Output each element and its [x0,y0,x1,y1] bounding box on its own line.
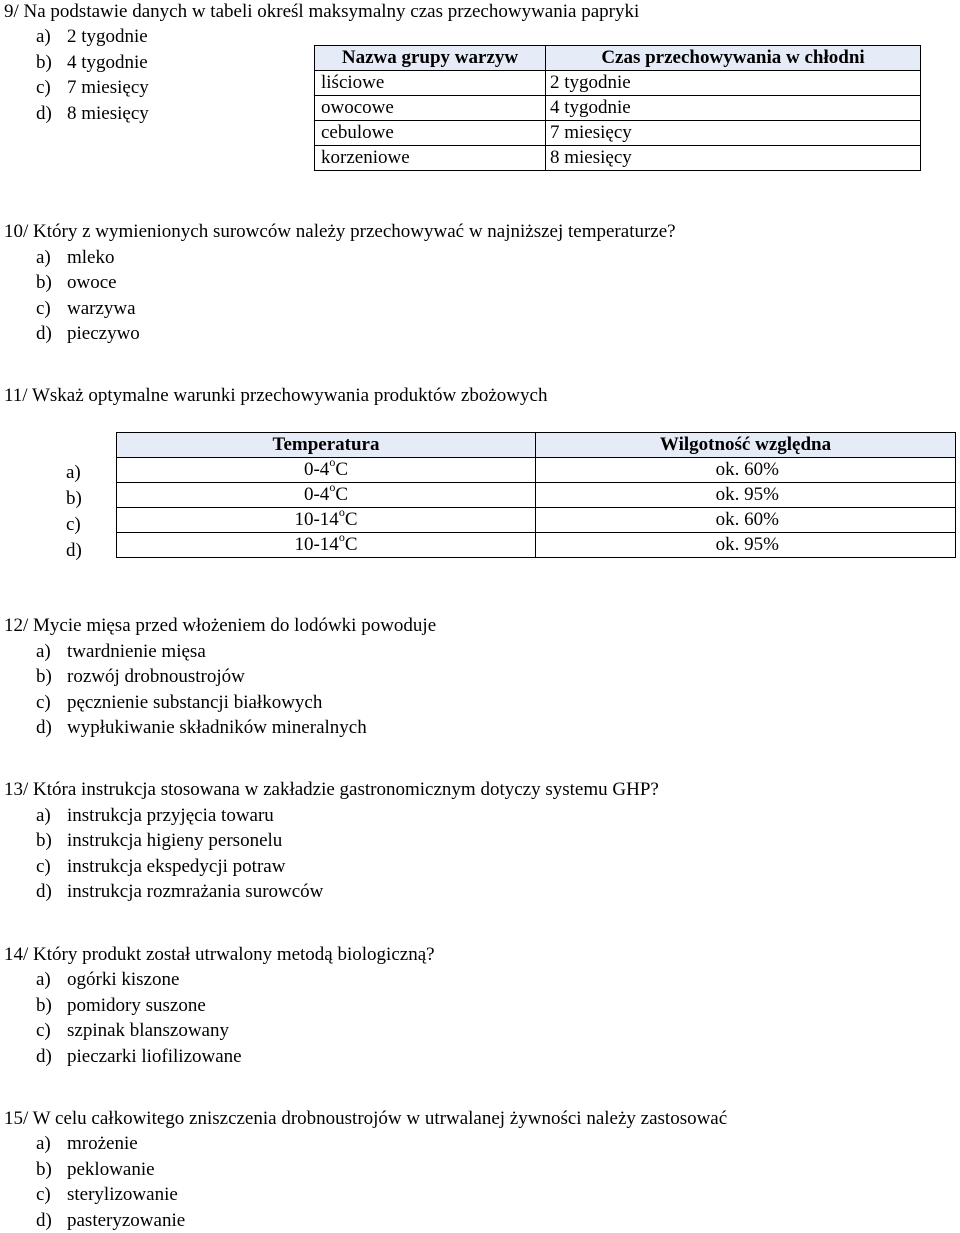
table-cell: 7 miesięcy [546,121,921,146]
option-letter: c) [36,856,51,877]
option-text: twardnienie mięsa [67,641,206,662]
option-letter: a) [36,1133,51,1154]
q13-option-b[interactable] [36,831,282,850]
table-cell: cebulowe [315,121,546,146]
q13-option-a[interactable] [36,806,274,825]
option-letter: b) [36,995,52,1016]
option-text: rozwój drobnoustrojów [67,666,245,687]
q11-row-letter[interactable]: d) [66,540,82,561]
option-letter: d) [36,1046,52,1067]
option-text: mrożenie [67,1133,138,1154]
q13-option-d[interactable] [36,882,323,901]
option-letter: c) [36,77,51,98]
option-letter: d) [36,881,52,902]
q9-option-d[interactable] [36,104,149,123]
option-text: owoce [67,272,117,293]
option-letter: c) [36,692,51,713]
table-header: Temperatura [117,433,536,458]
option-text: pieczarki liofilizowane [67,1046,242,1067]
humidity-cell: ok. 60% [536,458,956,483]
option-text: instrukcja rozmrażania surowców [67,881,324,902]
q14-option-b[interactable] [36,996,206,1015]
option-letter: c) [36,1020,51,1041]
q14-option-a[interactable] [36,970,179,989]
option-letter: d) [36,717,52,738]
option-text: wypłukiwanie składników mineralnych [67,717,367,738]
option-letter: b) [36,830,52,851]
q9-option-b[interactable] [36,53,148,72]
table-cell: liściowe [315,71,546,96]
option-text: 4 tygodnie [67,52,148,73]
option-text: warzywa [67,298,136,319]
option-text: sterylizowanie [67,1184,178,1205]
question-12: 12/ Mycie mięsa przed włożeniem do lodówki powoduje [4,615,437,636]
temperature-cell: 0-4$^o$C [117,458,536,483]
option-text: pomidory suszone [67,995,206,1016]
option-text: pieczywo [67,323,140,344]
table-row [315,96,921,121]
table-row [315,146,921,171]
option-text: instrukcja higieny personelu [67,830,283,851]
q14-option-c[interactable] [36,1021,229,1040]
option-letter: c) [36,298,51,319]
question-9: 9/ Na podstawie danych w tabeli określ maksymalny czas przechowywania papryki [4,1,640,22]
table-row [117,483,956,508]
table-cell: 8 miesięcy [546,146,921,171]
option-letter: b) [36,1159,52,1180]
question-13: 13/ Która instrukcja stosowana w zakładzie gastronomicznym dotyczy systemu GHP? [4,779,659,800]
q10-option-d[interactable] [36,324,140,343]
option-text: 2 tygodnie [67,26,148,47]
q9-option-a[interactable] [36,27,148,46]
q15-option-b[interactable] [36,1160,155,1179]
option-text: 8 miesięcy [67,103,149,124]
option-text: mleko [67,247,115,268]
temperature-cell: 10-14$^o$C [117,533,536,558]
table-cell: 2 tygodnie [546,71,921,96]
q12-option-c[interactable] [36,693,322,712]
option-letter: a) [36,641,51,662]
question-15: 15/ W celu całkowitego zniszczenia drobnoustrojów w utrwalanej żywności należy zastosować [4,1108,728,1129]
humidity-cell: ok. 95% [536,533,956,558]
q11-row-letter[interactable]: c) [66,514,81,535]
option-letter: d) [36,103,52,124]
option-letter: a) [36,247,51,268]
option-letter: b) [36,272,52,293]
option-letter: a) [36,805,51,826]
q15-option-a[interactable] [36,1134,138,1153]
option-text: pęcznienie substancji białkowych [67,692,323,713]
q11-row-letter[interactable]: b) [66,488,82,509]
table-header: Nazwa grupy warzyw [315,46,546,71]
table-row [117,458,956,483]
q10-option-a[interactable] [36,248,115,267]
table-cell: owocowe [315,96,546,121]
q11-conditions-table [116,432,956,558]
table-header: Wilgotność względna [536,433,956,458]
q12-option-d[interactable] [36,718,367,737]
q15-option-d[interactable] [36,1211,185,1230]
q14-option-d[interactable] [36,1047,242,1066]
option-text: peklowanie [67,1159,155,1180]
table-header: Czas przechowywania w chłodni [546,46,921,71]
q10-option-c[interactable] [36,299,136,318]
question-14: 14/ Który produkt został utrwalony metodą biologiczną? [4,944,435,965]
option-letter: b) [36,52,52,73]
q12-option-a[interactable] [36,642,206,661]
option-text: instrukcja przyjęcia towaru [67,805,274,826]
table-row [315,71,921,96]
option-letter: c) [36,1184,51,1205]
q15-option-c[interactable] [36,1185,178,1204]
option-letter: b) [36,666,52,687]
table-header-row [117,433,956,458]
temperature-cell: 0-4$^o$C [117,483,536,508]
table-cell: 4 tygodnie [546,96,921,121]
q9-storage-table [314,45,921,171]
table-cell: korzeniowe [315,146,546,171]
option-text: instrukcja ekspedycji potraw [67,856,286,877]
table-row [117,533,956,558]
q10-option-b[interactable] [36,273,117,292]
q9-option-c[interactable] [36,78,149,97]
question-11: 11/ Wskaż optymalne warunki przechowywania produktów zbożowych [4,385,548,406]
humidity-cell: ok. 60% [536,508,956,533]
temperature-cell: 10-14$^o$C [117,508,536,533]
question-10: 10/ Który z wymienionych surowców należy przechowywać w najniższej temperaturze? [4,221,676,242]
q11-row-letter[interactable]: a) [66,462,81,483]
option-text: ogórki kiszone [67,969,180,990]
option-text: 7 miesięcy [67,77,149,98]
table-header-row [315,46,921,71]
option-letter: a) [36,969,51,990]
humidity-cell: ok. 95% [536,483,956,508]
option-text: szpinak blanszowany [67,1020,229,1041]
table-row [117,508,956,533]
option-letter: d) [36,1210,52,1231]
option-letter: a) [36,26,51,47]
q12-option-b[interactable] [36,667,245,686]
option-letter: d) [36,323,52,344]
table-row [315,121,921,146]
q13-option-c[interactable] [36,857,285,876]
option-text: pasteryzowanie [67,1210,186,1231]
